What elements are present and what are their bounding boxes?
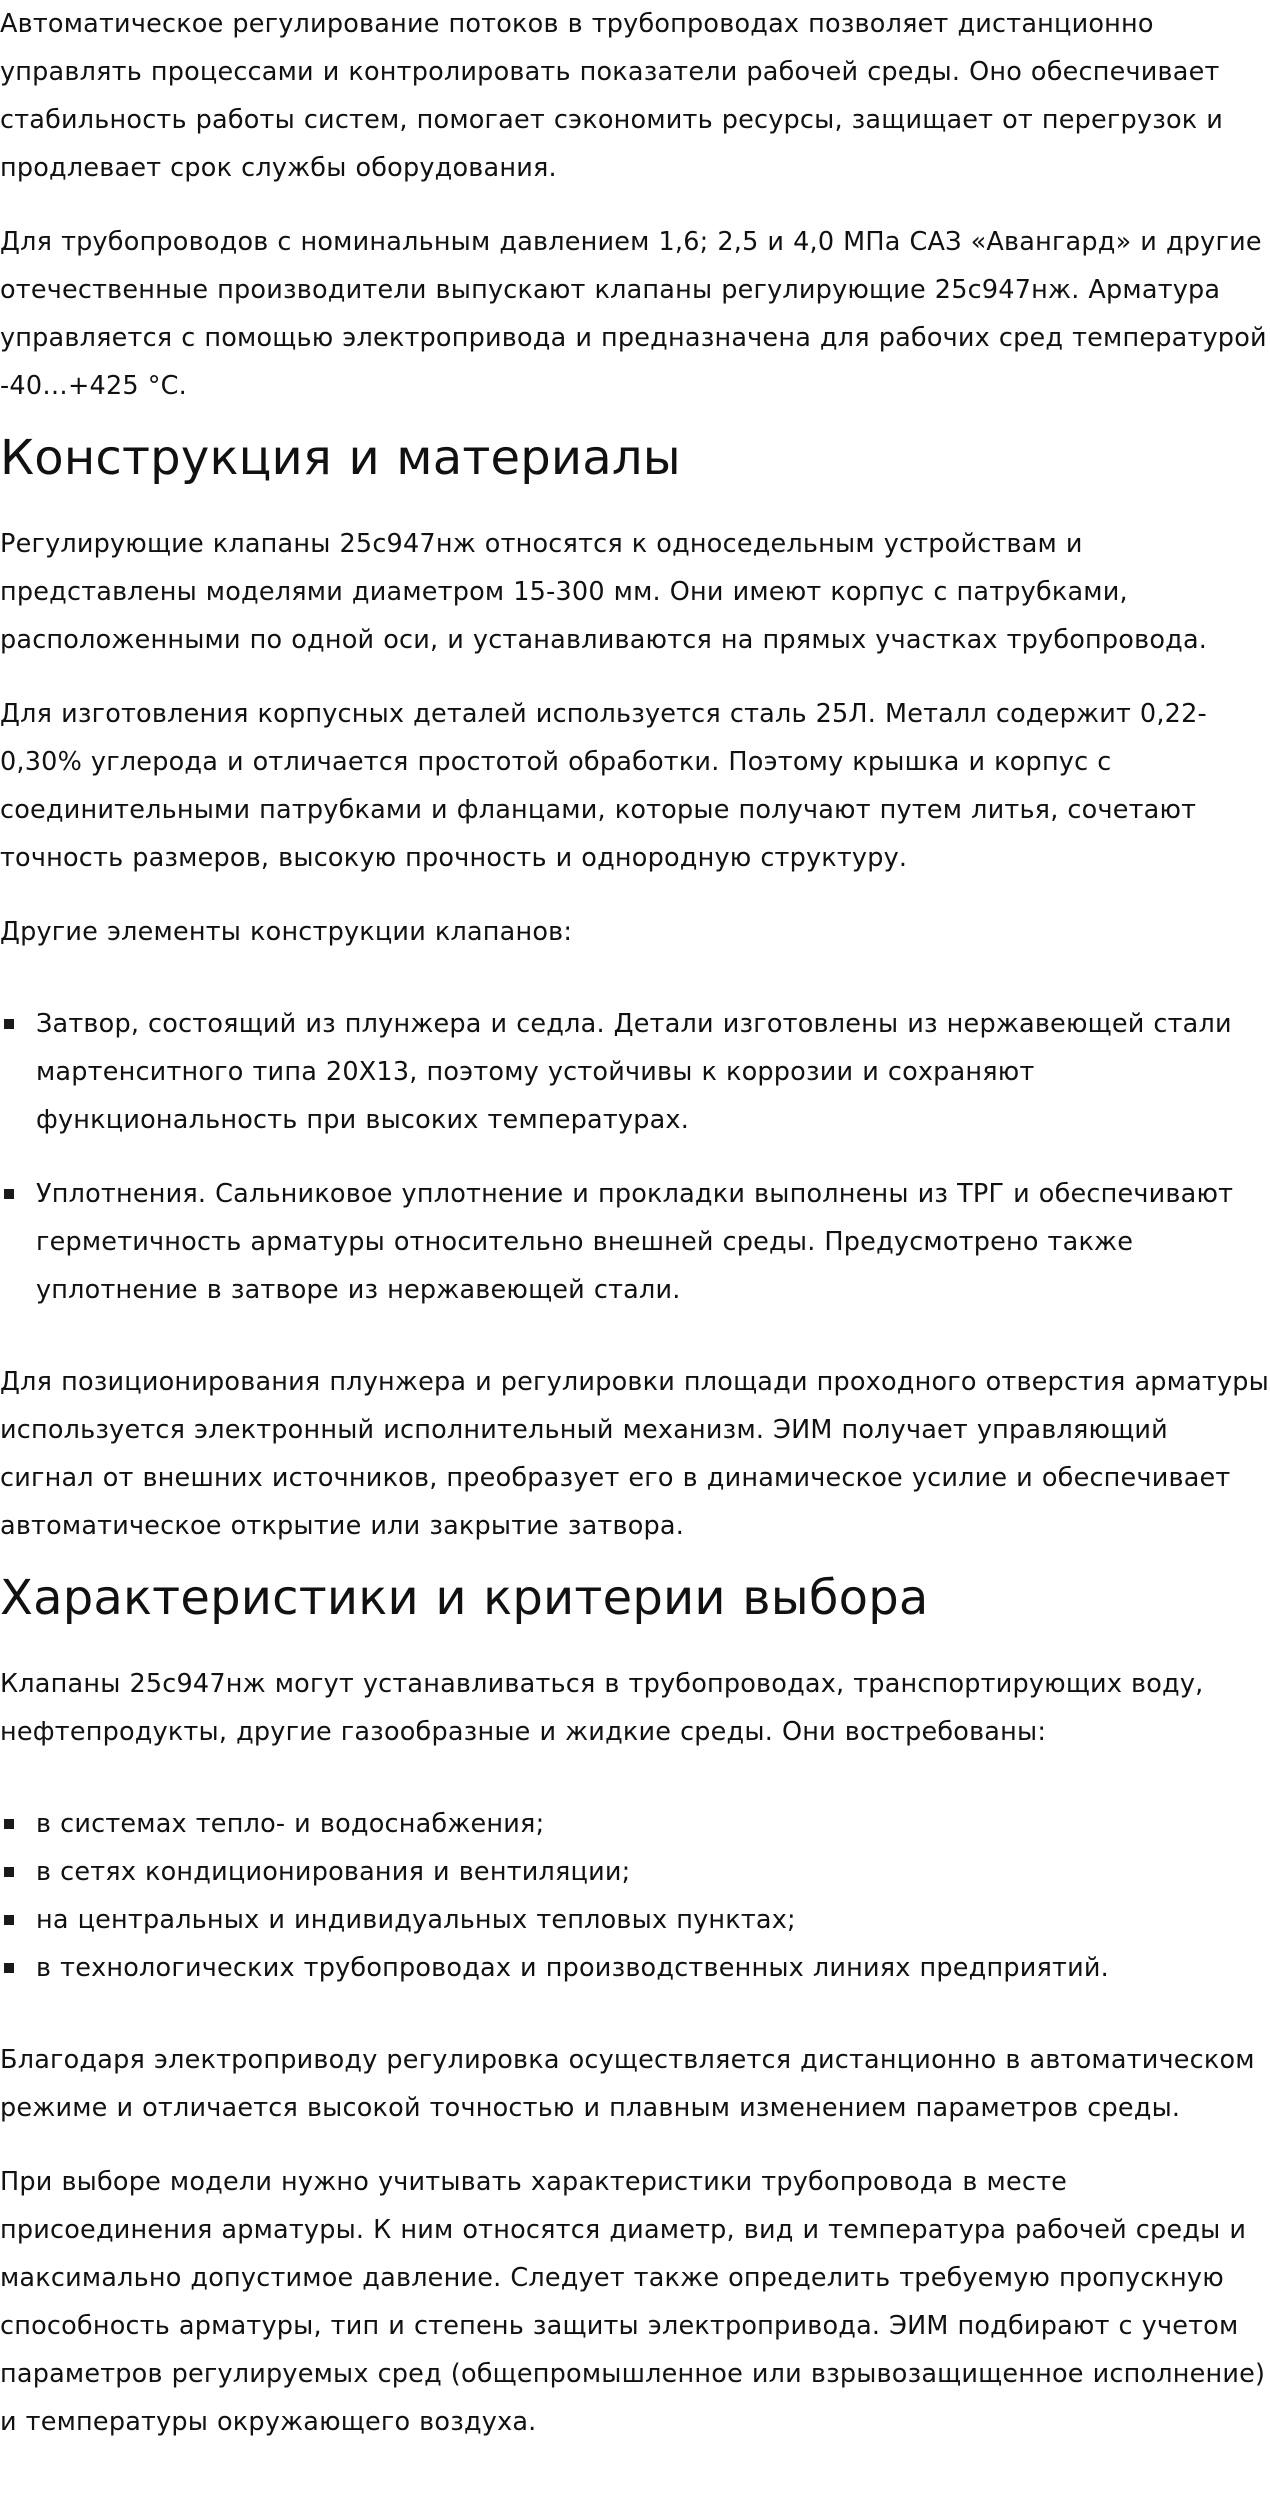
list-item-text: на центральных и индивидуальных тепловых пунктах; (36, 1905, 796, 1935)
section-heading-construction: Конструкция и материалы (0, 430, 681, 486)
list-item-text: Уплотнения. Сальниковое уплотнение и прокладки выполнены из ТРГ и обеспечивают герметичность арматуры относительно внешней среды. Предусмотрено также уплотнение в затворе из нержавеющей стали. (36, 1179, 1234, 1305)
section-paragraph: Клапаны 25с947нж могут устанавливаться в трубопроводах, транспортирующих воду, нефтепродукты, другие газообразные и жидкие среды. Они востребованы: (0, 1669, 1204, 1747)
applications-list (0, 1800, 1270, 1992)
section-paragraph: При выборе модели нужно учитывать характеристики трубопровода в месте присоединения арматуры. К ним относятся диаметр, вид и температура рабочей среды и максимально допустимое давление. Следует также определить требуемую пропускную способность арматуры, тип и степень защиты электропривода. ЭИМ подбирают с учетом параметров регулируемых сред (общепромышленное или взрывозащищенное исполнение) и температуры окружающего воздуха. (0, 2167, 1266, 2437)
list-item-text: в технологических трубопроводах и производственных линиях предприятий. (36, 1953, 1109, 1983)
section-paragraph: Для изготовления корпусных деталей используется сталь 25Л. Металл содержит 0,22-0,30% углерода и отличается простотой обработки. Поэтому крышка и корпус с соединительными патрубками и фланцами, которые получают путем литья, сочетают точность размеров, высокую прочность и однородную структуру. (0, 699, 1207, 873)
square-bullet-icon (4, 1963, 14, 1973)
square-bullet-icon (4, 1915, 14, 1925)
list-item-text: в системах тепло- и водоснабжения; (36, 1809, 545, 1839)
square-bullet-icon (4, 1189, 14, 1199)
intro-paragraph: Для трубопроводов с номинальным давлением 1,6; 2,5 и 4,0 МПа САЗ «Авангард» и другие отечественные производители выпускают клапаны регулирующие 25с947нж. Арматура управляется с помощью электропривода и предназначена для рабочих сред температурой -40…+425 °С. (0, 227, 1267, 401)
construction-elements-list (0, 1000, 1270, 1314)
square-bullet-icon (4, 1819, 14, 1829)
square-bullet-icon (4, 1019, 14, 1029)
list-item (0, 1000, 1270, 1144)
square-bullet-icon (4, 1867, 14, 1877)
list-item (0, 1896, 1270, 1944)
section-paragraph: Для позиционирования плунжера и регулировки площади проходного отверстия арматуры используется электронный исполнительный механизм. ЭИМ получает управляющий сигнал от внешних источников, преобразует его в динамическое усилие и обеспечивает автоматическое открытие или закрытие затвора. (0, 1367, 1269, 1541)
list-intro-paragraph: Другие элементы конструкции клапанов: (0, 917, 573, 947)
section-paragraph: Благодаря электроприводу регулировка осуществляется дистанционно в автоматическом режиме и отличается высокой точностью и плавным изменением параметров среды. (0, 2045, 1255, 2123)
list-item (0, 1800, 1270, 1848)
list-item-text: в сетях кондиционирования и вентиляции; (36, 1857, 631, 1887)
list-item (0, 1170, 1270, 1314)
section-paragraph: Регулирующие клапаны 25с947нж относятся к односедельным устройствам и представлены моделями диаметром 15-300 мм. Они имеют корпус с патрубками, расположенными по одной оси, и устанавливаются на прямых участках трубопровода. (0, 529, 1208, 655)
list-item (0, 1944, 1270, 1992)
section-heading-characteristics: Характеристики и критерии выбора (0, 1570, 929, 1626)
list-item (0, 1848, 1270, 1896)
intro-paragraph: Автоматическое регулирование потоков в трубопроводах позволяет дистанционно управлять процессами и контролировать показатели рабочей среды. Оно обеспечивает стабильность работы систем, помогает сэкономить ресурсы, защищает от перегрузок и продлевает срок службы оборудования. (0, 9, 1224, 183)
list-item-text: Затвор, состоящий из плунжера и седла. Детали изготовлены из нержавеющей стали мартенситного типа 20Х13, поэтому устойчивы к коррозии и сохраняют функциональность при высоких температурах. (36, 1009, 1232, 1135)
